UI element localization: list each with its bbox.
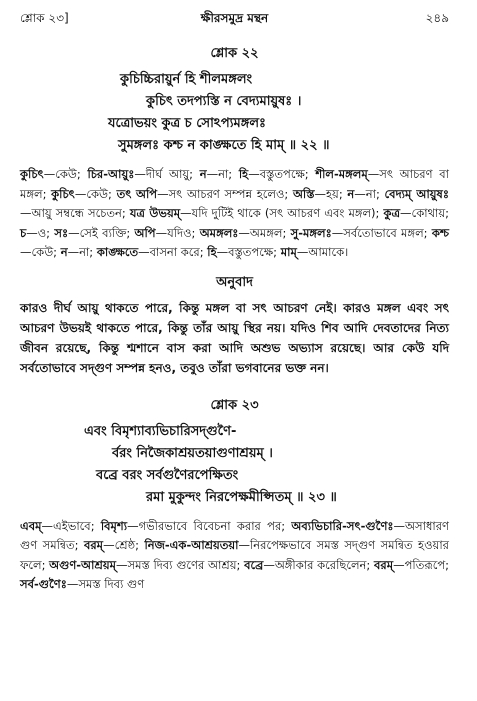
verse-23-synonyms <box>20 517 449 595</box>
synonym-term: কুচিৎ <box>20 167 44 181</box>
synonym-gloss: —হয়; <box>314 186 348 201</box>
synonym-term: হি <box>207 245 217 259</box>
synonym-term: অগুণ-আশ্রয়ম্ <box>49 557 116 572</box>
synonym-gloss: —বস্তুতপক্ষে; <box>216 245 281 259</box>
synonym-gloss: —আয়ু সম্বন্ধে সচেতন; <box>20 206 130 220</box>
page-number: ২৪৯ <box>425 11 449 25</box>
synonym-gloss: —আমাকে। <box>296 245 349 259</box>
synonym-gloss: —সেই ব্যক্তি; <box>68 225 135 240</box>
synonym-term: কশ্চ <box>431 225 449 240</box>
synonym-term: বরম্ <box>83 538 104 552</box>
synonym-term: মাম্ <box>280 245 297 259</box>
synonym-gloss: —সৎ আচরণ সম্পন্ন হলেও; <box>157 186 293 201</box>
verse-22-line-4: সুমঙ্গলঃ কশ্চ ন কাঙ্ক্ষতে হি মাম্ ॥ ২২ ॥ <box>118 138 330 153</box>
synonym-gloss: —যদি দুটিই থাকে (সৎ আচরণ এবং মঙ্গল); <box>180 206 384 220</box>
verse-22-line-2: কুচিৎ তদপ্যস্তি ন বেদ্যমায়ুষঃ । <box>146 94 302 109</box>
verse-22-synonyms <box>20 165 449 263</box>
synonym-term: চ <box>20 225 27 240</box>
synonym-term: বেদ্যম্ আয়ুষঃ <box>384 186 450 201</box>
verse-22-translation: কারও দীর্ঘ আয়ু থাকতে পারে, কিন্তু মঙ্গল বা সৎ আচরণ নেই। কারও মঙ্গল এবং সৎ আচরণ উভয়ই থাকতে পারে, কিন্তু তাঁর আয়ু স্থির নয়। যদিও শিব আদি দেবতাদের নিত্য জীবন রয়েছে, কিন্তু শ্মশানে বাস করা আদি অশুভ অভ্যাস রয়েছে। আর কেউ যদি সর্বতোভাবে সদ্গুণ সম্পন্ন হনও, তবুও তাঁরা ভগবানের ভক্ত নন। <box>20 300 449 375</box>
verse-22-title: শ্লোক ২২ <box>210 46 259 61</box>
verse-23-line-4: রমা মুকুন্দং নিরপেক্ষমীপ্সিতম্ ॥ ২৩ ॥ <box>146 489 337 505</box>
synonym-term: ন <box>60 245 68 259</box>
header-chapter-title: ক্ষীরসমুদ্র মন্থন <box>200 11 269 25</box>
synonym-term: হি <box>238 167 249 181</box>
synonym-term: তৎ <box>116 186 132 201</box>
synonym-gloss: —সমস্ত দিব্য গুণ <box>66 577 145 591</box>
verse-22-line-1: কুচিচ্চিরায়ুর্ন হি শীলমঙ্গলং <box>120 72 253 87</box>
synonym-gloss: —সর্বতোভাবে মঙ্গল; <box>331 225 432 240</box>
synonym-term: বব্রে <box>244 557 264 572</box>
synonym-gloss: —পতিরূপে; <box>393 557 450 572</box>
synonym-term: এবম্ <box>20 518 42 533</box>
synonym-term: সু-মঙ্গলঃ <box>290 225 332 240</box>
synonym-term: ন <box>199 167 207 181</box>
synonym-term: কুচিৎ <box>51 186 75 201</box>
verse-23-line-1: এবং বিমৃশ্যাব্যভিচারিসদ্গুণৈ- <box>84 423 237 439</box>
header-verse-ref: শ্লোক ২৩] <box>20 11 69 25</box>
synonym-gloss: —যদিও; <box>155 225 200 240</box>
synonym-gloss: —সমস্ত দিব্য গুণের আশ্রয়; <box>116 557 245 572</box>
synonym-term: অস্তি <box>292 186 315 201</box>
verse-23-line-3: বব্রে বরং সর্বগুণৈরপেক্ষিতং <box>96 467 239 483</box>
synonym-gloss: —বস্তুতপক্ষে; <box>248 167 316 181</box>
synonym-gloss: —কেউ; <box>43 167 88 181</box>
verse-23-line-2: র্বরং নিজৈকাশ্রয়তয়াগুণাশ্রয়ম্ । <box>112 445 273 461</box>
verse-22-text <box>20 69 449 157</box>
synonym-term: নিজ-এক-আশ্রয়তয়া <box>144 538 239 552</box>
page-header <box>20 10 449 30</box>
synonym-gloss: —না; <box>67 245 97 259</box>
synonym-gloss: —গভীরভাবে বিবেচনা করার পর; <box>127 518 292 533</box>
synonym-term: যত্র উভয়ম্ <box>129 206 181 220</box>
synonym-gloss: —অঙ্গীকার করেছিলেন; <box>263 557 374 572</box>
synonym-term: বরম্ <box>373 557 394 572</box>
synonym-gloss: —অমঙ্গল; <box>238 225 291 240</box>
synonym-term: কাঙ্ক্ষতে <box>96 245 139 259</box>
verse-23-title: শ্লোক ২৩ <box>210 397 259 413</box>
synonym-gloss: —ও; <box>26 225 55 240</box>
synonym-gloss: —সৎ আচরণ বা মঙ্গল; <box>20 167 449 201</box>
synonym-gloss: —শ্রেষ্ঠ; <box>103 538 145 552</box>
verse-22-line-3: যত্রোভয়ং কুত্র চ সোঽপ্যমঙ্গলঃ <box>108 116 266 131</box>
synonym-gloss: —নিরপেক্ষভাবে সমস্ত সদ্গুণ সমন্বিত হওয়ার ফলে; <box>20 538 449 572</box>
synonym-term: কুত্র <box>383 206 401 220</box>
synonym-gloss: —না; <box>354 186 385 201</box>
synonym-gloss: —এইভাবে; <box>41 518 101 533</box>
synonym-term: চির-আয়ুঃ <box>87 167 135 181</box>
synonym-term: অপি <box>136 186 158 201</box>
synonym-gloss: —কেউ; <box>20 245 61 259</box>
synonym-gloss: —দীর্ঘ আয়ু; <box>134 167 200 181</box>
synonym-term: সঃ <box>54 225 69 240</box>
synonym-term: বিমৃশ্য <box>100 518 128 533</box>
synonym-gloss: —না; <box>206 167 239 181</box>
synonym-term: সর্ব-গুণৈঃ <box>20 577 67 591</box>
synonym-term: শীল-মঙ্গলম্ <box>315 167 368 181</box>
synonym-gloss: —কেউ; <box>74 186 117 201</box>
synonym-term: অব্যভিচারি-সৎ-গুণৈঃ <box>291 518 394 533</box>
synonym-term: ন <box>347 186 355 201</box>
synonym-gloss: —বাসনা করে; <box>138 245 208 259</box>
verse-23-text <box>20 421 449 509</box>
translation-title: অনুবাদ <box>216 274 253 290</box>
synonym-term: অমঙ্গলঃ <box>199 225 239 240</box>
synonym-gloss: —কোথায়; <box>400 206 450 220</box>
synonym-term: অপি <box>134 225 156 240</box>
synonym-gloss: —অসাধারণ গুণ সমন্বিত; <box>20 518 449 552</box>
